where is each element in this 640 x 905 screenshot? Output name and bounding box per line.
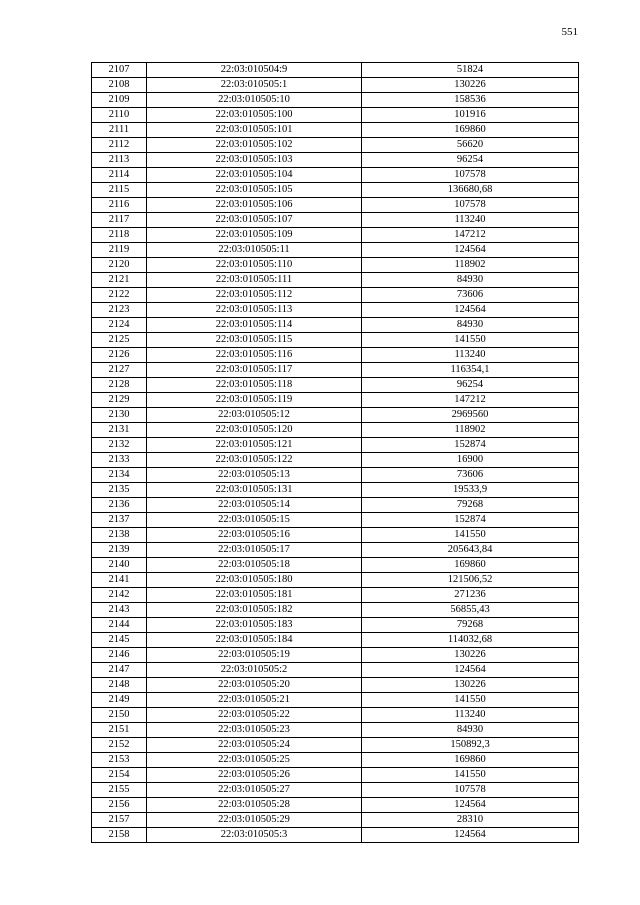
row-number-cell: 2151 [92,723,147,738]
cadastral-number-cell: 22:03:010505:11 [147,243,362,258]
row-number-cell: 2124 [92,318,147,333]
cadastral-number-cell: 22:03:010505:27 [147,783,362,798]
value-cell: 113240 [362,348,579,363]
cadastral-number-cell: 22:03:010505:182 [147,603,362,618]
row-number-cell: 2113 [92,153,147,168]
table-row [92,258,579,273]
row-number-cell: 2107 [92,63,147,78]
row-number-cell: 2125 [92,333,147,348]
value-cell: 19533,9 [362,483,579,498]
value-cell: 96254 [362,378,579,393]
table-row [92,783,579,798]
cadastral-table [91,62,579,843]
cadastral-number-cell: 22:03:010505:102 [147,138,362,153]
value-cell: 124564 [362,798,579,813]
value-cell: 79268 [362,498,579,513]
value-cell: 152874 [362,513,579,528]
table-row [92,348,579,363]
table-row [92,138,579,153]
cadastral-number-cell: 22:03:010505:24 [147,738,362,753]
row-number-cell: 2115 [92,183,147,198]
value-cell: 118902 [362,258,579,273]
value-cell: 124564 [362,303,579,318]
row-number-cell: 2145 [92,633,147,648]
table-row [92,513,579,528]
row-number-cell: 2158 [92,828,147,843]
value-cell: 169860 [362,558,579,573]
cadastral-number-cell: 22:03:010505:114 [147,318,362,333]
cadastral-number-cell: 22:03:010505:20 [147,678,362,693]
value-cell: 16900 [362,453,579,468]
row-number-cell: 2131 [92,423,147,438]
row-number-cell: 2133 [92,453,147,468]
value-cell: 130226 [362,678,579,693]
table-row [92,63,579,78]
cadastral-number-cell: 22:03:010505:19 [147,648,362,663]
table-row [92,723,579,738]
value-cell: 96254 [362,153,579,168]
cadastral-number-cell: 22:03:010505:131 [147,483,362,498]
table-row [92,198,579,213]
value-cell: 141550 [362,528,579,543]
row-number-cell: 2148 [92,678,147,693]
cadastral-number-cell: 22:03:010505:13 [147,468,362,483]
row-number-cell: 2136 [92,498,147,513]
value-cell: 130226 [362,648,579,663]
row-number-cell: 2156 [92,798,147,813]
table-row [92,228,579,243]
table-row [92,408,579,423]
table-row [92,213,579,228]
cadastral-number-cell: 22:03:010505:104 [147,168,362,183]
table-body [92,63,579,843]
table-row [92,123,579,138]
row-number-cell: 2110 [92,108,147,123]
value-cell: 116354,1 [362,363,579,378]
row-number-cell: 2129 [92,393,147,408]
value-cell: 158536 [362,93,579,108]
cadastral-number-cell: 22:03:010505:181 [147,588,362,603]
value-cell: 84930 [362,318,579,333]
row-number-cell: 2149 [92,693,147,708]
value-cell: 147212 [362,228,579,243]
row-number-cell: 2123 [92,303,147,318]
cadastral-number-cell: 22:03:010505:184 [147,633,362,648]
cadastral-number-cell: 22:03:010505:25 [147,753,362,768]
table-row [92,498,579,513]
row-number-cell: 2122 [92,288,147,303]
value-cell: 141550 [362,693,579,708]
row-number-cell: 2139 [92,543,147,558]
table-row [92,303,579,318]
table-row [92,618,579,633]
value-cell: 124564 [362,663,579,678]
cadastral-number-cell: 22:03:010505:28 [147,798,362,813]
table-row [92,828,579,843]
table-row [92,78,579,93]
row-number-cell: 2118 [92,228,147,243]
cadastral-number-cell: 22:03:010505:105 [147,183,362,198]
cadastral-number-cell: 22:03:010505:18 [147,558,362,573]
table-row [92,603,579,618]
cadastral-number-cell: 22:03:010505:17 [147,543,362,558]
row-number-cell: 2121 [92,273,147,288]
row-number-cell: 2154 [92,768,147,783]
cadastral-number-cell: 22:03:010505:121 [147,438,362,453]
cadastral-number-cell: 22:03:010505:117 [147,363,362,378]
cadastral-number-cell: 22:03:010505:118 [147,378,362,393]
cadastral-number-cell: 22:03:010505:120 [147,423,362,438]
table-row [92,363,579,378]
cadastral-number-cell: 22:03:010505:22 [147,708,362,723]
cadastral-number-cell: 22:03:010505:115 [147,333,362,348]
row-number-cell: 2137 [92,513,147,528]
table-row [92,738,579,753]
table-row [92,243,579,258]
row-number-cell: 2141 [92,573,147,588]
value-cell: 150892,3 [362,738,579,753]
cadastral-number-cell: 22:03:010505:101 [147,123,362,138]
cadastral-number-cell: 22:03:010505:107 [147,213,362,228]
row-number-cell: 2119 [92,243,147,258]
row-number-cell: 2144 [92,618,147,633]
page-number: 551 [561,26,578,38]
value-cell: 169860 [362,753,579,768]
table-row [92,318,579,333]
cadastral-number-cell: 22:03:010505:122 [147,453,362,468]
table-row [92,333,579,348]
value-cell: 118902 [362,423,579,438]
value-cell: 28310 [362,813,579,828]
row-number-cell: 2108 [92,78,147,93]
cadastral-number-cell: 22:03:010505:106 [147,198,362,213]
table-row [92,93,579,108]
value-cell: 107578 [362,198,579,213]
row-number-cell: 2114 [92,168,147,183]
row-number-cell: 2143 [92,603,147,618]
row-number-cell: 2120 [92,258,147,273]
value-cell: 73606 [362,468,579,483]
cadastral-number-cell: 22:03:010505:112 [147,288,362,303]
row-number-cell: 2126 [92,348,147,363]
table-row [92,423,579,438]
row-number-cell: 2130 [92,408,147,423]
value-cell: 101916 [362,108,579,123]
value-cell: 2969560 [362,408,579,423]
cadastral-number-cell: 22:03:010505:2 [147,663,362,678]
table-row [92,378,579,393]
cadastral-number-cell: 22:03:010505:116 [147,348,362,363]
table-row [92,693,579,708]
table-row [92,708,579,723]
cadastral-number-cell: 22:03:010505:103 [147,153,362,168]
table-row [92,633,579,648]
value-cell: 113240 [362,708,579,723]
cadastral-number-cell: 22:03:010505:21 [147,693,362,708]
cadastral-number-cell: 22:03:010505:14 [147,498,362,513]
row-number-cell: 2147 [92,663,147,678]
table-row [92,108,579,123]
cadastral-number-cell: 22:03:010505:23 [147,723,362,738]
cadastral-number-cell: 22:03:010504:9 [147,63,362,78]
row-number-cell: 2127 [92,363,147,378]
value-cell: 271236 [362,588,579,603]
cadastral-number-cell: 22:03:010505:119 [147,393,362,408]
cadastral-number-cell: 22:03:010505:10 [147,93,362,108]
table-row [92,678,579,693]
cadastral-number-cell: 22:03:010505:1 [147,78,362,93]
row-number-cell: 2155 [92,783,147,798]
value-cell: 141550 [362,333,579,348]
row-number-cell: 2111 [92,123,147,138]
cadastral-number-cell: 22:03:010505:16 [147,528,362,543]
row-number-cell: 2117 [92,213,147,228]
row-number-cell: 2138 [92,528,147,543]
cadastral-number-cell: 22:03:010505:183 [147,618,362,633]
cadastral-number-cell: 22:03:010505:15 [147,513,362,528]
cadastral-number-cell: 22:03:010505:26 [147,768,362,783]
cadastral-number-cell: 22:03:010505:12 [147,408,362,423]
table-row [92,528,579,543]
row-number-cell: 2128 [92,378,147,393]
cadastral-number-cell: 22:03:010505:29 [147,813,362,828]
value-cell: 124564 [362,828,579,843]
value-cell: 152874 [362,438,579,453]
value-cell: 51824 [362,63,579,78]
row-number-cell: 2109 [92,93,147,108]
cadastral-number-cell: 22:03:010505:110 [147,258,362,273]
value-cell: 73606 [362,288,579,303]
value-cell: 141550 [362,768,579,783]
table-row [92,663,579,678]
value-cell: 205643,84 [362,543,579,558]
table-row [92,588,579,603]
value-cell: 84930 [362,723,579,738]
value-cell: 121506,52 [362,573,579,588]
cadastral-number-cell: 22:03:010505:100 [147,108,362,123]
row-number-cell: 2150 [92,708,147,723]
row-number-cell: 2152 [92,738,147,753]
row-number-cell: 2140 [92,558,147,573]
table-row [92,798,579,813]
value-cell: 79268 [362,618,579,633]
value-cell: 114032,68 [362,633,579,648]
table-row [92,648,579,663]
row-number-cell: 2112 [92,138,147,153]
cadastral-number-cell: 22:03:010505:3 [147,828,362,843]
value-cell: 56855,43 [362,603,579,618]
table-row [92,753,579,768]
row-number-cell: 2153 [92,753,147,768]
table-row [92,153,579,168]
table-row [92,573,579,588]
row-number-cell: 2146 [92,648,147,663]
table-row [92,273,579,288]
table-row [92,483,579,498]
table-row [92,558,579,573]
value-cell: 147212 [362,393,579,408]
value-cell: 56620 [362,138,579,153]
value-cell: 113240 [362,213,579,228]
table-row [92,468,579,483]
table-row [92,288,579,303]
row-number-cell: 2142 [92,588,147,603]
table-row [92,168,579,183]
table-row [92,183,579,198]
table-row [92,768,579,783]
value-cell: 169860 [362,123,579,138]
value-cell: 107578 [362,168,579,183]
cadastral-number-cell: 22:03:010505:109 [147,228,362,243]
table-row [92,393,579,408]
table-row [92,813,579,828]
row-number-cell: 2157 [92,813,147,828]
table-row [92,438,579,453]
table-row [92,453,579,468]
value-cell: 136680,68 [362,183,579,198]
value-cell: 107578 [362,783,579,798]
cadastral-number-cell: 22:03:010505:113 [147,303,362,318]
row-number-cell: 2135 [92,483,147,498]
row-number-cell: 2132 [92,438,147,453]
value-cell: 124564 [362,243,579,258]
row-number-cell: 2116 [92,198,147,213]
cadastral-number-cell: 22:03:010505:180 [147,573,362,588]
value-cell: 130226 [362,78,579,93]
cadastral-number-cell: 22:03:010505:111 [147,273,362,288]
table-row [92,543,579,558]
row-number-cell: 2134 [92,468,147,483]
value-cell: 84930 [362,273,579,288]
